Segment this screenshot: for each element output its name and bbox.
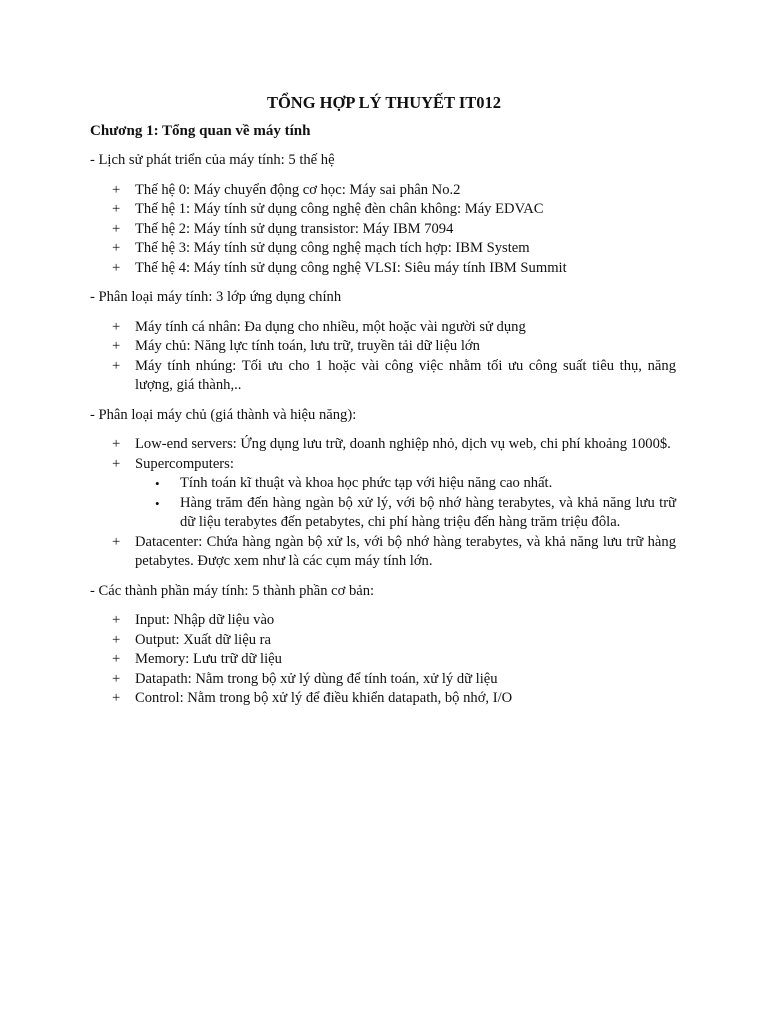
list-item: + Máy tính cá nhân: Đa dụng cho nhiều, một hoặc vài người sử dụng bbox=[112, 318, 526, 335]
list-item: + Thế hệ 0: Máy chuyển động cơ học: Máy sai phân No.2 bbox=[112, 181, 461, 198]
computer-class-list bbox=[90, 318, 676, 396]
document-title: TỔNG HỢP LÝ THUYẾT IT012 bbox=[266, 93, 502, 112]
list-item: + Memory: Lưu trữ dữ liệu bbox=[112, 651, 282, 667]
list-item: + Thế hệ 2: Máy tính sử dụng transistor: Máy IBM 7094 bbox=[112, 220, 454, 237]
list-item: + Thế hệ 3: Máy tính sử dụng công nghệ mạch tích hợp: IBM System bbox=[112, 240, 530, 256]
list-item: + Control: Nằm trong bộ xử lý để điều khiển datapath, bộ nhớ, I/O bbox=[112, 690, 513, 706]
chapter-heading: Chương 1: Tổng quan về máy tính bbox=[90, 122, 311, 139]
section-heading: - Các thành phần máy tính: 5 thành phần cơ bản: bbox=[90, 582, 375, 599]
list-item: + Low-end servers: Ứng dụng lưu trữ, doanh nghiệp nhỏ, dịch vụ web, chi phí khoảng 1000$. bbox=[112, 436, 671, 452]
list-item: + Input: Nhập dữ liệu vào bbox=[112, 612, 275, 628]
list-item: + Output: Xuất dữ liệu ra bbox=[112, 631, 271, 648]
bullet-dot-icon: • bbox=[155, 476, 160, 491]
section-heading: - Lịch sử phát triển của máy tính: 5 thế hệ bbox=[90, 152, 335, 168]
sub-list-item: • Hàng trăm đến hàng ngàn bộ xử lý, với bộ nhớ hàng terabytes, và khả năng lưu trữ dữ liệu terabytes đến petabytes, chi phí hàng triệu đến hàng trăm triệu đôla. bbox=[155, 494, 676, 530]
document-page bbox=[90, 93, 676, 719]
component-list bbox=[90, 611, 676, 709]
sub-list-item: • Tính toán kĩ thuật và khoa học phức tạp với hiệu năng cao nhất. bbox=[135, 474, 676, 494]
list-item: + Máy tính nhúng: Tối ưu cho 1 hoặc vài công việc nhằm tối ưu công suất tiêu thụ, năng lượng, giá thành,.. bbox=[112, 357, 676, 393]
bullet-dot-icon: • bbox=[155, 495, 160, 511]
list-item: + Supercomputers: • Tính toán kĩ thuật và khoa học phức tạp với hiệu năng cao nhất. • Hàng trăm đến hàng ngàn bộ xử lý, với bộ nhớ hàng terabytes, và khả năng lưu trữ dữ liệu terabytes đến petabytes, chi phí hàng triệu đến hàng trăm triệu đôla. bbox=[90, 455, 676, 533]
section-heading: - Phân loại máy chủ (giá thành và hiệu năng): bbox=[90, 406, 357, 423]
list-item: + Datacenter: Chứa hàng ngàn bộ xử ls, với bộ nhớ hàng terabytes, và khả năng lưu trữ hàng petabytes. Được xem như là các cụm máy tính lớn. bbox=[112, 533, 676, 569]
section-heading: - Phân loại máy tính: 3 lớp ứng dụng chính bbox=[90, 289, 342, 305]
supercomputer-sublist bbox=[135, 474, 676, 533]
generation-list bbox=[90, 181, 676, 279]
list-item: + Thế hệ 1: Máy tính sử dụng công nghệ đèn chân không: Máy EDVAC bbox=[112, 201, 544, 217]
server-class-list bbox=[90, 435, 676, 572]
list-item: + Datapath: Nằm trong bộ xử lý dùng để tính toán, xử lý dữ liệu bbox=[112, 670, 498, 687]
list-item: + Máy chủ: Năng lực tính toán, lưu trữ, truyền tải dữ liệu lớn bbox=[112, 338, 480, 354]
list-item: + Thế hệ 4: Máy tính sử dụng công nghệ VLSI: Siêu máy tính IBM Summit bbox=[112, 259, 567, 276]
